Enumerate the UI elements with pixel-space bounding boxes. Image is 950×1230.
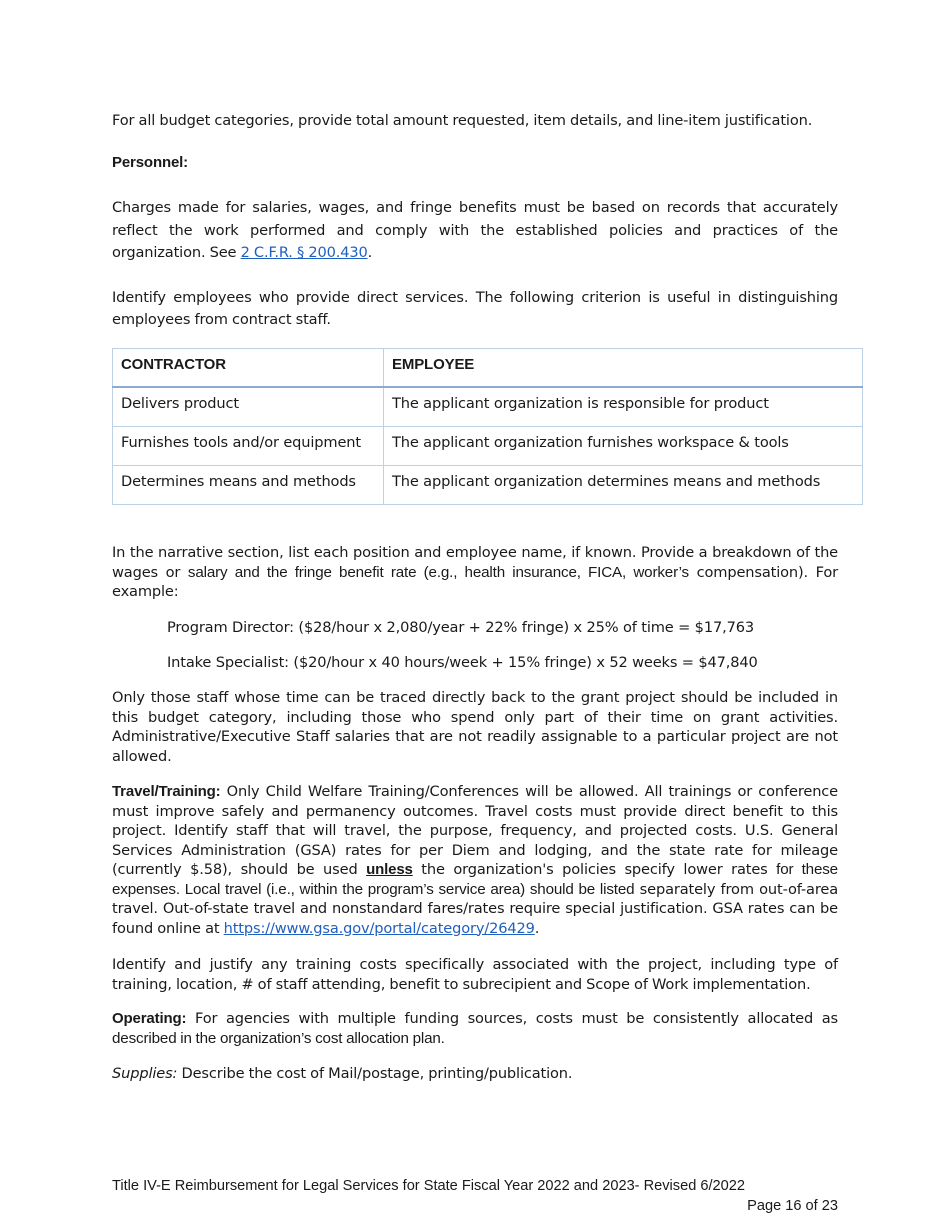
example-program-director: Program Director: ($28/hour x 2,080/year + 22% fringe) x 25% of time = $17,763 <box>167 619 754 636</box>
table-cell: Delivers product <box>113 387 384 427</box>
identify-employees-paragraph: Identify employees who provide direct services. The following criterion is useful in distinguishing employees from contract staff. <box>112 289 838 328</box>
unless-emphasis: unless <box>366 861 413 878</box>
narrative-paragraph: In the narrative section, list each position and employee name, if known. Provide a breakdown of the wages or salary and the fringe benefit rate (e.g., health insurance, FICA, worker’s compensation). For example: <box>112 544 839 600</box>
travel-training-paragraph: Travel/Training: Only Child Welfare Training/Conferences will be allowed. All trainings or conference must improve safely and permanency outcomes. Travel costs must provide direct benefit to this project. Identify staff that will travel, the purpose, frequency, and projected costs. U.S. General Services Administration (GSA) rates for per Diem and lodging, and the state rate for mileage (currently $.58), should be used unless the organization's policies specify lower rates for these expenses. Local travel (i.e., within the program’s service area) should be listed separately from out-of-area travel. Out-of-state travel and nonstandard fares/rates require special justification. GSA rates can be found online at https://www.gsa.gov/portal/category/26429. <box>112 783 838 937</box>
training-costs-paragraph: Identify and justify any training costs specifically associated with the project, including type of training, location, # of staff attending, benefit to subrecipient and Scope of Work implementation. <box>112 956 838 993</box>
contractor-employee-table <box>112 348 863 505</box>
personnel-period: . <box>367 244 373 261</box>
table-row <box>113 466 863 505</box>
intro-paragraph: For all budget categories, provide total amount requested, item details, and line-item justification. <box>112 112 813 129</box>
table-header-row <box>113 349 863 388</box>
only-staff-paragraph: Only those staff whose time can be traced directly back to the grant project should be included in this budget category, including those who spend only part of their time on grant activities. Administrative/Executive Staff salaries that are not readily assignable to a particular project are not allowed. <box>112 689 838 765</box>
travel-heading: Travel/Training: <box>112 783 221 800</box>
table-cell: The applicant organization determines means and methods <box>384 466 863 505</box>
personnel-text: Charges made for salaries, wages, and fringe benefits must be based on records that accurately reflect the work performed and comply with the established policies and practices of the organization. See <box>112 199 838 261</box>
table-cell: Determines means and methods <box>113 466 384 505</box>
header-cell-employee: EMPLOYEE <box>384 349 863 388</box>
footer-title: Title IV-E Reimbursement for Legal Services for State Fiscal Year 2022 and 2023- Revised 6/2022 <box>112 1178 746 1194</box>
table-row <box>113 427 863 466</box>
table-cell: The applicant organization furnishes workspace & tools <box>384 427 863 466</box>
page-number: Page 16 of 23 <box>747 1198 838 1214</box>
personnel-heading: Personnel: <box>112 154 189 171</box>
operating-heading: Operating: <box>112 1010 187 1027</box>
supplies-label: Supplies: <box>112 1065 178 1082</box>
header-cell-contractor: CONTRACTOR <box>113 349 384 388</box>
operating-paragraph: Operating: For agencies with multiple funding sources, costs must be consistently allocated as described in the organization’s cost allocation plan. <box>112 1010 838 1047</box>
personnel-paragraph <box>112 197 838 265</box>
gsa-link[interactable]: https://www.gsa.gov/portal/category/26429 <box>223 919 535 937</box>
supplies-paragraph: Supplies: Describe the cost of Mail/postage, printing/publication. <box>112 1065 573 1082</box>
example-intake-specialist: Intake Specialist: ($20/hour x 40 hours/week + 15% fringe) x 52 weeks = $47,840 <box>167 654 758 671</box>
table-row <box>113 387 863 427</box>
cfr-link[interactable]: 2 C.F.R. § 200.430 <box>240 244 368 261</box>
table-cell: The applicant organization is responsible for product <box>384 387 863 427</box>
table-cell: Furnishes tools and/or equipment <box>113 427 384 466</box>
